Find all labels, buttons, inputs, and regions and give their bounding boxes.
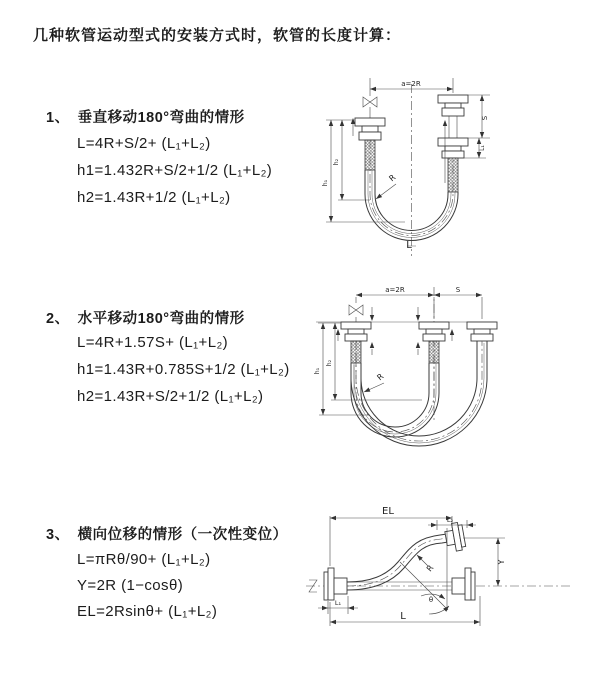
- flange-fitting-left: [324, 568, 347, 600]
- section-1-heading: [46, 106, 245, 127]
- radius-leader: [363, 372, 386, 394]
- section-1-title: 垂直移动180°弯曲的情形: [77, 110, 245, 126]
- dim-label-a2r: a=2R: [401, 80, 421, 88]
- dimension-s: [434, 286, 482, 319]
- section-2-title: 水平移动180°弯曲的情形: [77, 311, 245, 327]
- diagram-lateral-displacement: [300, 498, 600, 653]
- dimension-l: [330, 596, 480, 626]
- flange-fitting-right-lower: [452, 568, 475, 600]
- dimension-s: [468, 95, 490, 138]
- hose-s-curve: [347, 534, 448, 590]
- valve-icon: [363, 97, 377, 118]
- dim-label-r: R: [375, 371, 386, 383]
- dim-label-l: L: [400, 611, 406, 622]
- section-2-heading: [46, 307, 245, 328]
- formula-1-h2: h2=1.43R+1/2 (L₁+L₂): [77, 189, 231, 206]
- dimension-a2r: [370, 78, 453, 96]
- dim-label-r: R: [387, 172, 398, 184]
- dim-label-l1: L₁: [479, 145, 486, 151]
- dimension-a2r: [356, 286, 434, 322]
- flange-fitting-right-upper: [438, 95, 468, 138]
- section-3-heading: [46, 523, 288, 544]
- section-3-title: 横向位移的情形（一次性变位）: [77, 527, 288, 543]
- hose-u-bend-position-a: [351, 341, 439, 437]
- motion-arrow-up-left: [351, 118, 355, 136]
- dim-label-el: EL: [382, 506, 394, 517]
- dim-label-s: S: [481, 115, 489, 121]
- formula-2-h2: h2=1.43R+S/2+1/2 (L₁+L₂): [77, 388, 264, 405]
- formula-1-L: L=4R+S/2+ (L₁+L₂): [77, 135, 211, 152]
- dim-label-h1: h₁: [314, 367, 321, 375]
- dim-label-a2r: a=2R: [385, 286, 405, 294]
- formula-3-Y: Y=2R (1−cosθ): [77, 577, 184, 594]
- dim-label-y: Y: [497, 559, 506, 565]
- diagram-horizontal-180-bend: [310, 283, 600, 458]
- angle-construction: [400, 528, 451, 614]
- dim-label-h2: h₂: [326, 359, 333, 367]
- formula-1-h1: h1=1.432R+S/2+1/2 (L₁+L₂): [77, 162, 273, 179]
- dim-label-l2: L₂: [446, 516, 454, 524]
- dim-label-s: S: [455, 286, 461, 294]
- dim-label-r: R: [424, 563, 436, 574]
- section-1-number: 1、: [46, 110, 70, 126]
- dim-label-l1: L₁: [334, 599, 342, 607]
- dim-label-l-total: L: [406, 240, 412, 251]
- formula-3-L: L=πRθ/90+ (L₁+L₂): [77, 551, 211, 568]
- dim-label-theta: θ: [428, 596, 434, 604]
- motion-arrow-up-middle: [450, 329, 454, 341]
- page-title: 几种软管运动型式的安装方式时，软管的长度计算：: [33, 27, 402, 44]
- valve-icon: [349, 305, 363, 315]
- dim-label-h1: h₁: [322, 179, 329, 187]
- dim-label-h2: h₂: [333, 158, 340, 166]
- dimension-h2: [326, 323, 422, 400]
- diagram-vertical-180-bend: [310, 58, 600, 263]
- radius-leader: [375, 173, 398, 201]
- radius-leader: [415, 553, 435, 573]
- flange-fitting-right: [467, 322, 497, 341]
- section-3-number: 3、: [46, 527, 70, 543]
- fitting-length-dim-middle: [416, 307, 420, 355]
- formula-2-L: L=4R+1.57S+ (L₁+L₂): [77, 334, 229, 351]
- formula-2-h1: h1=1.43R+0.785S+1/2 (L₁+L₂): [77, 361, 290, 378]
- motion-arrow-up-left: [336, 329, 340, 341]
- formula-3-EL: EL=2Rsinθ+ (L₁+L₂): [77, 603, 218, 620]
- section-2-number: 2、: [46, 311, 70, 327]
- fitting-length-dim-left: [370, 307, 374, 355]
